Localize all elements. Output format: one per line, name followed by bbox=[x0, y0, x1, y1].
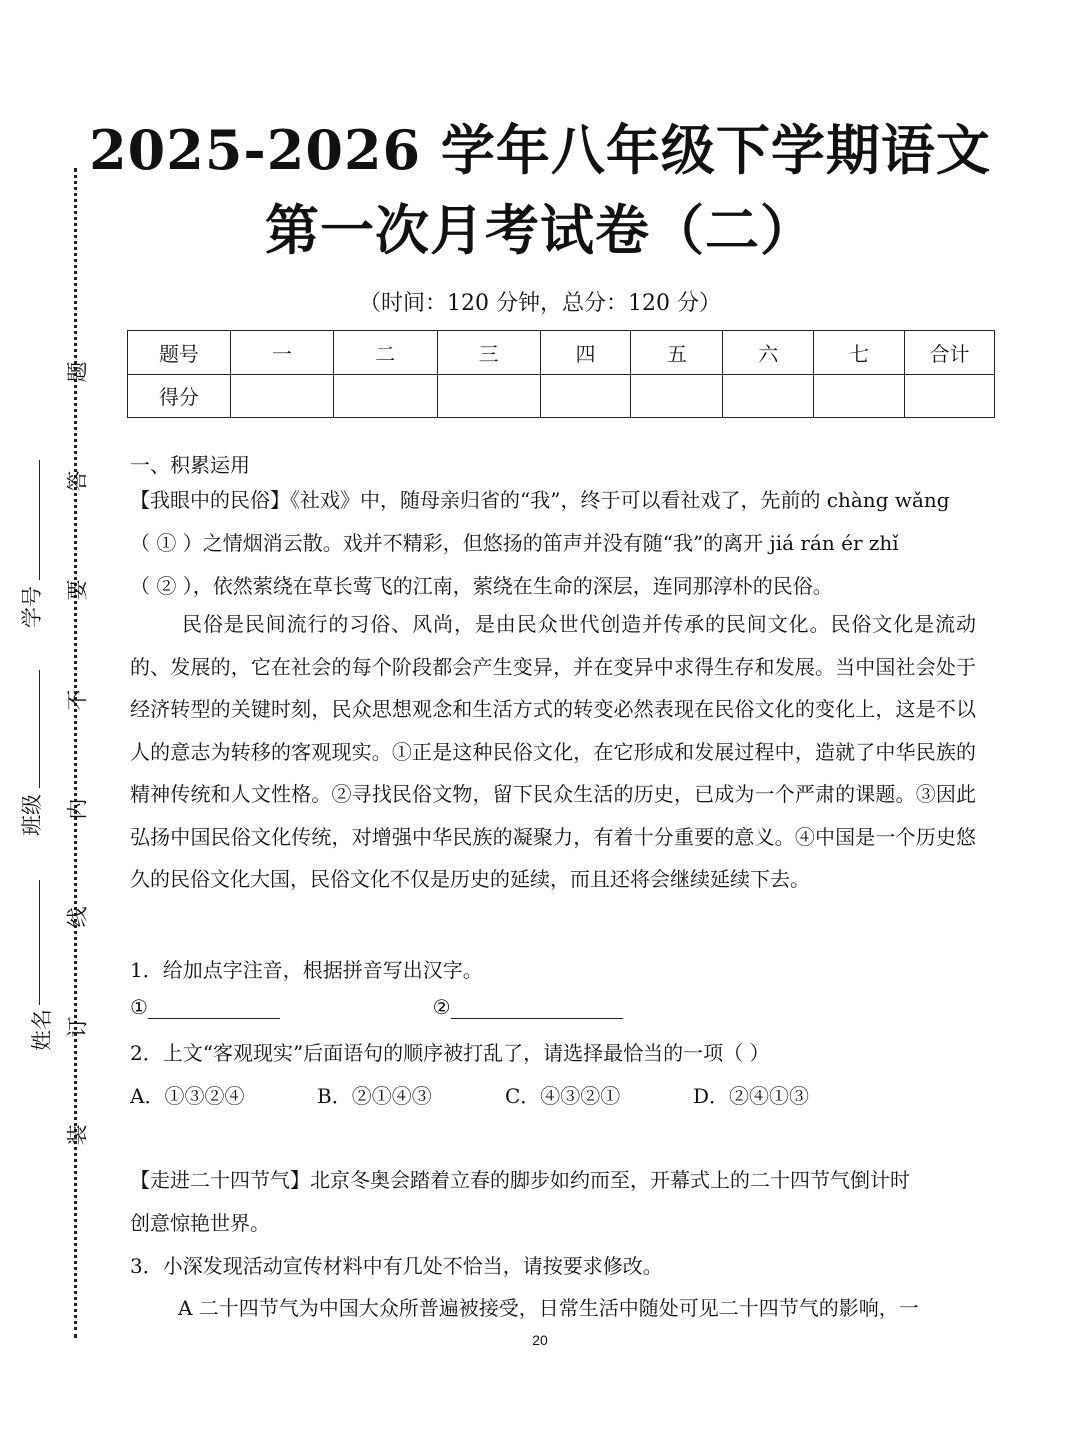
page-number: 20 bbox=[532, 1332, 548, 1348]
score-cell[interactable] bbox=[230, 374, 333, 418]
table-header-cell: 四 bbox=[540, 331, 631, 375]
warning-char-6: 要 bbox=[65, 579, 90, 601]
q1-answer-row bbox=[130, 995, 623, 1019]
intro-line-2: （ ① ）之情烟消云散。戏并不精彩，但悠扬的笛声并没有随“我”的离开 jiá rán ér zhǐ bbox=[130, 531, 899, 555]
exam-title-line1: 2025-2026 学年八年级下学期语文 bbox=[89, 118, 991, 182]
score-row-label: 得分 bbox=[128, 374, 231, 418]
student-id-label: 学号 bbox=[20, 586, 44, 628]
class-underline[interactable] bbox=[39, 670, 40, 788]
solar-terms-intro-line2: 创意惊艳世界。 bbox=[130, 1211, 270, 1235]
q3-text-a: A 二十四节气为中国大众所普遍被接受，日常生活中随处可见二十四节气的影响，一 bbox=[178, 1296, 919, 1320]
class-label: 班级 bbox=[20, 794, 44, 836]
warning-char-3: 线 bbox=[65, 906, 90, 928]
table-header-cell: 五 bbox=[631, 331, 723, 375]
warning-char-8: 题 bbox=[65, 361, 90, 383]
table-header-cell: 一 bbox=[230, 331, 333, 375]
student-id-underline[interactable] bbox=[39, 460, 40, 580]
warning-char-7: 答 bbox=[65, 470, 90, 492]
table-header-cell: 合计 bbox=[905, 331, 995, 375]
folk-culture-paragraph: 民俗是民间流行的习俗、风尚，是由民众世代创造并传承的民间文化。民俗文化是流动的、发展的，它在社会的每个阶段都会产生变异，并在变异中求得生存和发展。当中国社会处于经济转型的关键时刻，民众思想观念和生活方式的转变必然表现在民俗文化的变化上，这是不以人的意志为转移的客观现实。①正是这种民俗文化，在它形成和发展过程中，造就了中华民族的精神传统和人文性格。②寻找民俗文物，留下民众生活的历史，已成为一个严肃的课题。③因此弘扬中国民俗文化传统，对增强中华民族的凝聚力，有着十分重要的意义。④中国是一个历史悠久的民俗文化大国，民俗文化不仅是历史的延续，而且还将会继续延续下去。 bbox=[130, 612, 976, 891]
table-header-cell: 七 bbox=[814, 331, 905, 375]
binding-dotted-line bbox=[74, 168, 77, 1338]
q2-option-c[interactable]: C．④③②① bbox=[505, 1084, 621, 1108]
q1-blank1-label: ① bbox=[130, 995, 148, 1019]
exam-title-line2: 第一次月考试卷（二） bbox=[265, 198, 815, 262]
warning-char-1: 装 bbox=[65, 1124, 90, 1146]
warning-char-4: 内 bbox=[65, 798, 90, 820]
table-header-cell: 二 bbox=[333, 331, 437, 375]
exam-subtitle: （时间：120 分钟，总分：120 分） bbox=[359, 291, 721, 316]
student-info-column bbox=[20, 460, 54, 1051]
q2-option-b[interactable]: B．②①④③ bbox=[317, 1084, 432, 1108]
table-header-cell: 三 bbox=[437, 331, 540, 375]
q2-option-a[interactable]: A．①③②④ bbox=[130, 1084, 245, 1108]
question-1: 1．给加点字注音，根据拼音写出汉字。 bbox=[130, 958, 483, 982]
score-table-header-row bbox=[128, 331, 995, 375]
name-underline[interactable] bbox=[39, 880, 40, 1005]
name-label: 姓名 bbox=[30, 1009, 54, 1051]
score-cell[interactable] bbox=[905, 374, 995, 418]
q1-blank2-label: ② bbox=[432, 995, 451, 1019]
table-header-cell: 题号 bbox=[128, 331, 231, 375]
score-table bbox=[127, 330, 995, 418]
question-3: 3．小深发现活动宣传材料中有几处不恰当，请按要求修改。 bbox=[130, 1254, 663, 1278]
score-cell[interactable] bbox=[814, 374, 905, 418]
q1-blank1-line[interactable] bbox=[148, 1018, 280, 1019]
score-cell[interactable] bbox=[540, 374, 631, 418]
intro-line-3: （ ② ），依然萦绕在草长莺飞的江南，萦绕在生命的深层，连同那淳朴的民俗。 bbox=[130, 574, 833, 598]
question-2: 2．上文“客观现实”后面语句的顺序被打乱了，请选择最恰当的一项（ ） bbox=[130, 1041, 770, 1065]
intro-line-1: 【我眼中的民俗】《社戏》中，随母亲归省的“我”，终于可以看社戏了，先前的 chàng wǎng bbox=[130, 488, 950, 512]
score-cell[interactable] bbox=[631, 374, 723, 418]
section-heading: 一、积累运用 bbox=[130, 453, 250, 477]
score-cell[interactable] bbox=[333, 374, 437, 418]
score-table-score-row bbox=[128, 374, 995, 418]
warning-char-2: 订 bbox=[65, 1016, 90, 1038]
warning-char-5: 不 bbox=[65, 689, 90, 711]
solar-terms-intro-line1: 【走进二十四节气】北京冬奥会踏着立春的脚步如约而至，开幕式上的二十四节气倒计时 bbox=[130, 1168, 910, 1192]
table-header-cell: 六 bbox=[723, 331, 814, 375]
q2-option-d[interactable]: D．②④①③ bbox=[693, 1084, 810, 1108]
score-cell[interactable] bbox=[437, 374, 540, 418]
score-cell[interactable] bbox=[723, 374, 814, 418]
q1-blank2-line[interactable] bbox=[451, 1018, 623, 1019]
